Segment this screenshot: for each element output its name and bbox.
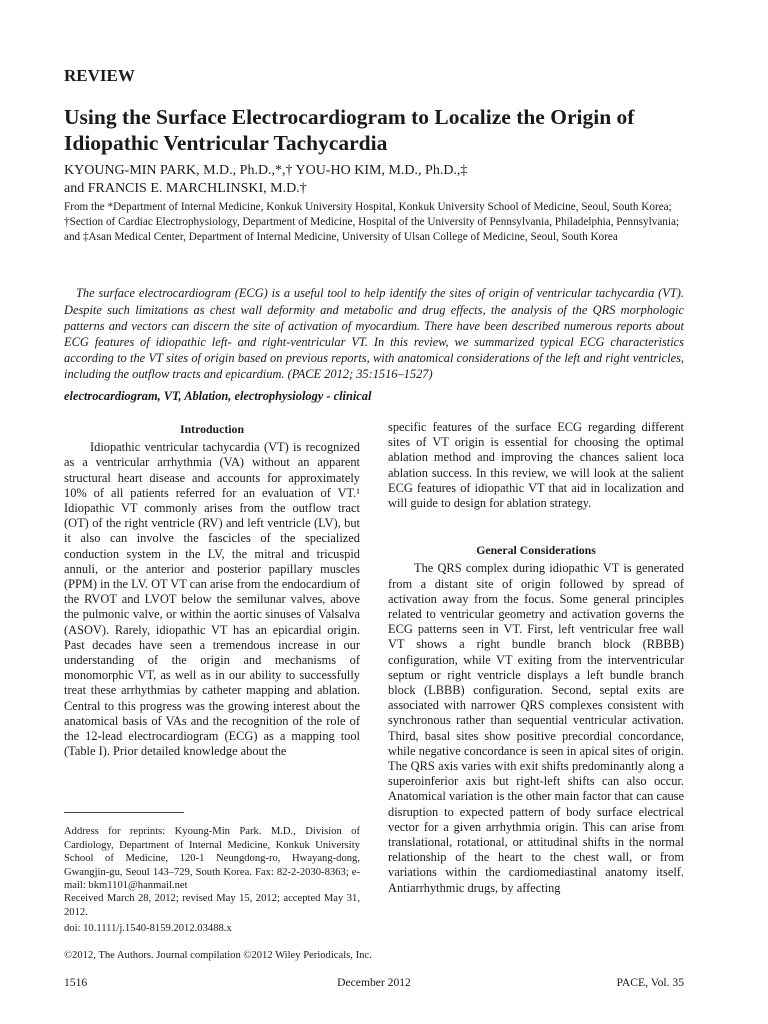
section-label: REVIEW xyxy=(64,66,135,85)
left-column xyxy=(64,422,360,759)
copyright-line: ©2012, The Authors. Journal compilation ©2012 Wiley Periodicals, Inc. xyxy=(64,950,372,961)
journal-volume: PACE, Vol. 35 xyxy=(616,976,684,989)
article-page xyxy=(64,0,684,1024)
general-considerations-paragraph: The QRS complex during idiopathic VT is generated from a distant site of origin followed by spread of activation away from the focus. Some general principles related to ventricular geometry and activation governs the ECG patterns seen in VT. First, left ventricular free wall VT shows a right bundle branch block (RBBB) configuration, while VT exiting from the interventricular septum or right ventricle displays a left bundle branch block (LBBB) configuration. Second, septal exits are associated with narrower QRS complexes consistent with synchronous rather than sequential ventricular activation. Third, basal sites show positive precordial concordance, while negative concordance is seen in apical sites of origin. The QRS axis varies with exit shifts predominantly along a superoinferior axis but right-left shifts can also occur. Anatomical variation is the other main factor that can cause disruption to expected pattern of body surface electrical vector for a given arrhythmia origin. This can arise from translational, rotational, or attitudinal shifts in the normal relationship of the heart to the chest wall, or from variations within the cardiomediastinal anatomy itself. Antiarrhythmic drugs, by affecting xyxy=(388,561,684,895)
authors-line-2: and FRANCIS E. MARCHLINSKI, M.D.† xyxy=(64,181,307,196)
article-title: Using the Surface Electrocardiogram to Localize the Origin of Idiopathic Ventricular Tachycardia xyxy=(64,105,635,155)
introduction-paragraph: Idiopathic ventricular tachycardia (VT) is recognized as a ventricular arrhythmia (VA) without an apparent structural heart disease and accounts for approximately 10% of all patients referred for an evaluation of VT.¹ Idiopathic VT commonly arises from the outflow tract (OT) of the right ventricle (RV) and left ventricle (LV), but it also can involve the fascicles of the specialized conduction system in the LV, the mitral and tricuspid annuli, or the anterior and posterior papillary muscles (PPM) in the LV. OT VT can arise from the endocardium of the RVOT and LVOT below the semilunar valves, above the pulmonic valve, or within the aortic sinuses of Valsalva (ASOV). Rarely, idiopathic VT has an epicardial origin. Past decades have seen a tremendous increase in our understanding of the origin and mechanisms of monomorphic VT, as well as in our ability to successfully treat these arrhythmias by catheter mapping and ablation. Central to this progress was the growing interest about the anatomical basis of VAs and the recognition of the role of the 12-lead electrocardiogram (ECG) as a mapping tool (Table I). Prior detailed knowledge about the xyxy=(64,440,360,759)
column-spacer xyxy=(388,511,684,543)
abstract: The surface electrocardiogram (ECG) is a useful tool to help identify the sites of origin of ventricular tachycardia (VT). Despite such limitations as chest wall deformity and metabolic and drug effects, the analysis of the QRS morphologic patterns and vectors can discern the site of activation of myocardium. There have been described numerous reports about ECG features of idiopathic left- and right-ventricular VT. In this review, we summarized typical ECG characteristics according to the VT sites of origin based on previous reports, with anatomical considerations of the left and right ventricles, including the outflow tracts and epicardium. (PACE 2012; 35:1516–1527) xyxy=(64,286,684,382)
affiliations: From the *Department of Internal Medicine, Konkuk University Hospital, Konkuk University School of Medicine, Seoul, South Korea; †Section of Cardiac Electrophysiology, Department of Medicine, Hospital of the University of Pennsylvania, Philadelphia, Pennsylvania; and ‡Asan Medical Center, Department of Internal Medicine, University of Ulsan College of Medicine, Seoul, South Korea xyxy=(64,201,680,243)
keywords: electrocardiogram, VT, Ablation, electrophysiology - clinical xyxy=(64,389,372,403)
introduction-heading: Introduction xyxy=(179,422,245,436)
author-list xyxy=(64,162,684,198)
reprint-address-footnote: Address for reprints: Kyoung-Min Park. M.D., Division of Cardiology, Department of Internal Medicine, Konkuk University School of Medicine, 120-1 Neungdong-ro, Hwayang-dong, Gwangjin-gu, Seoul 143–729, South Korea. Fax: 82-2-2030-8363; e-mail: bkm1101@hanmail.net xyxy=(64,826,360,892)
authors-line-1: KYOUNG-MIN PARK, M.D., Ph.D.,*,† YOU-HO KIM, M.D., Ph.D.,‡ xyxy=(64,163,468,178)
footnote-divider xyxy=(64,812,184,813)
general-considerations-heading: General Considerations xyxy=(476,543,596,558)
doi-footnote: doi: 10.1111/j.1540-8159.2012.03488.x xyxy=(64,923,232,934)
introduction-continuation: specific features of the surface ECG regarding different sites of VT origin is essential for choosing the optimal ablation method and improving the chances salient loca ablation success. In this review, we will look at the salient ECG features of idiopathic VT that aid in localization and will guide to design for ablation strategy. xyxy=(388,420,684,511)
right-column xyxy=(388,420,684,896)
page-number: 1516 xyxy=(64,976,88,989)
issue-date: December 2012 xyxy=(337,976,411,989)
received-dates-footnote: Received March 28, 2012; revised May 15, 2012; accepted May 31, 2012. xyxy=(64,893,360,918)
